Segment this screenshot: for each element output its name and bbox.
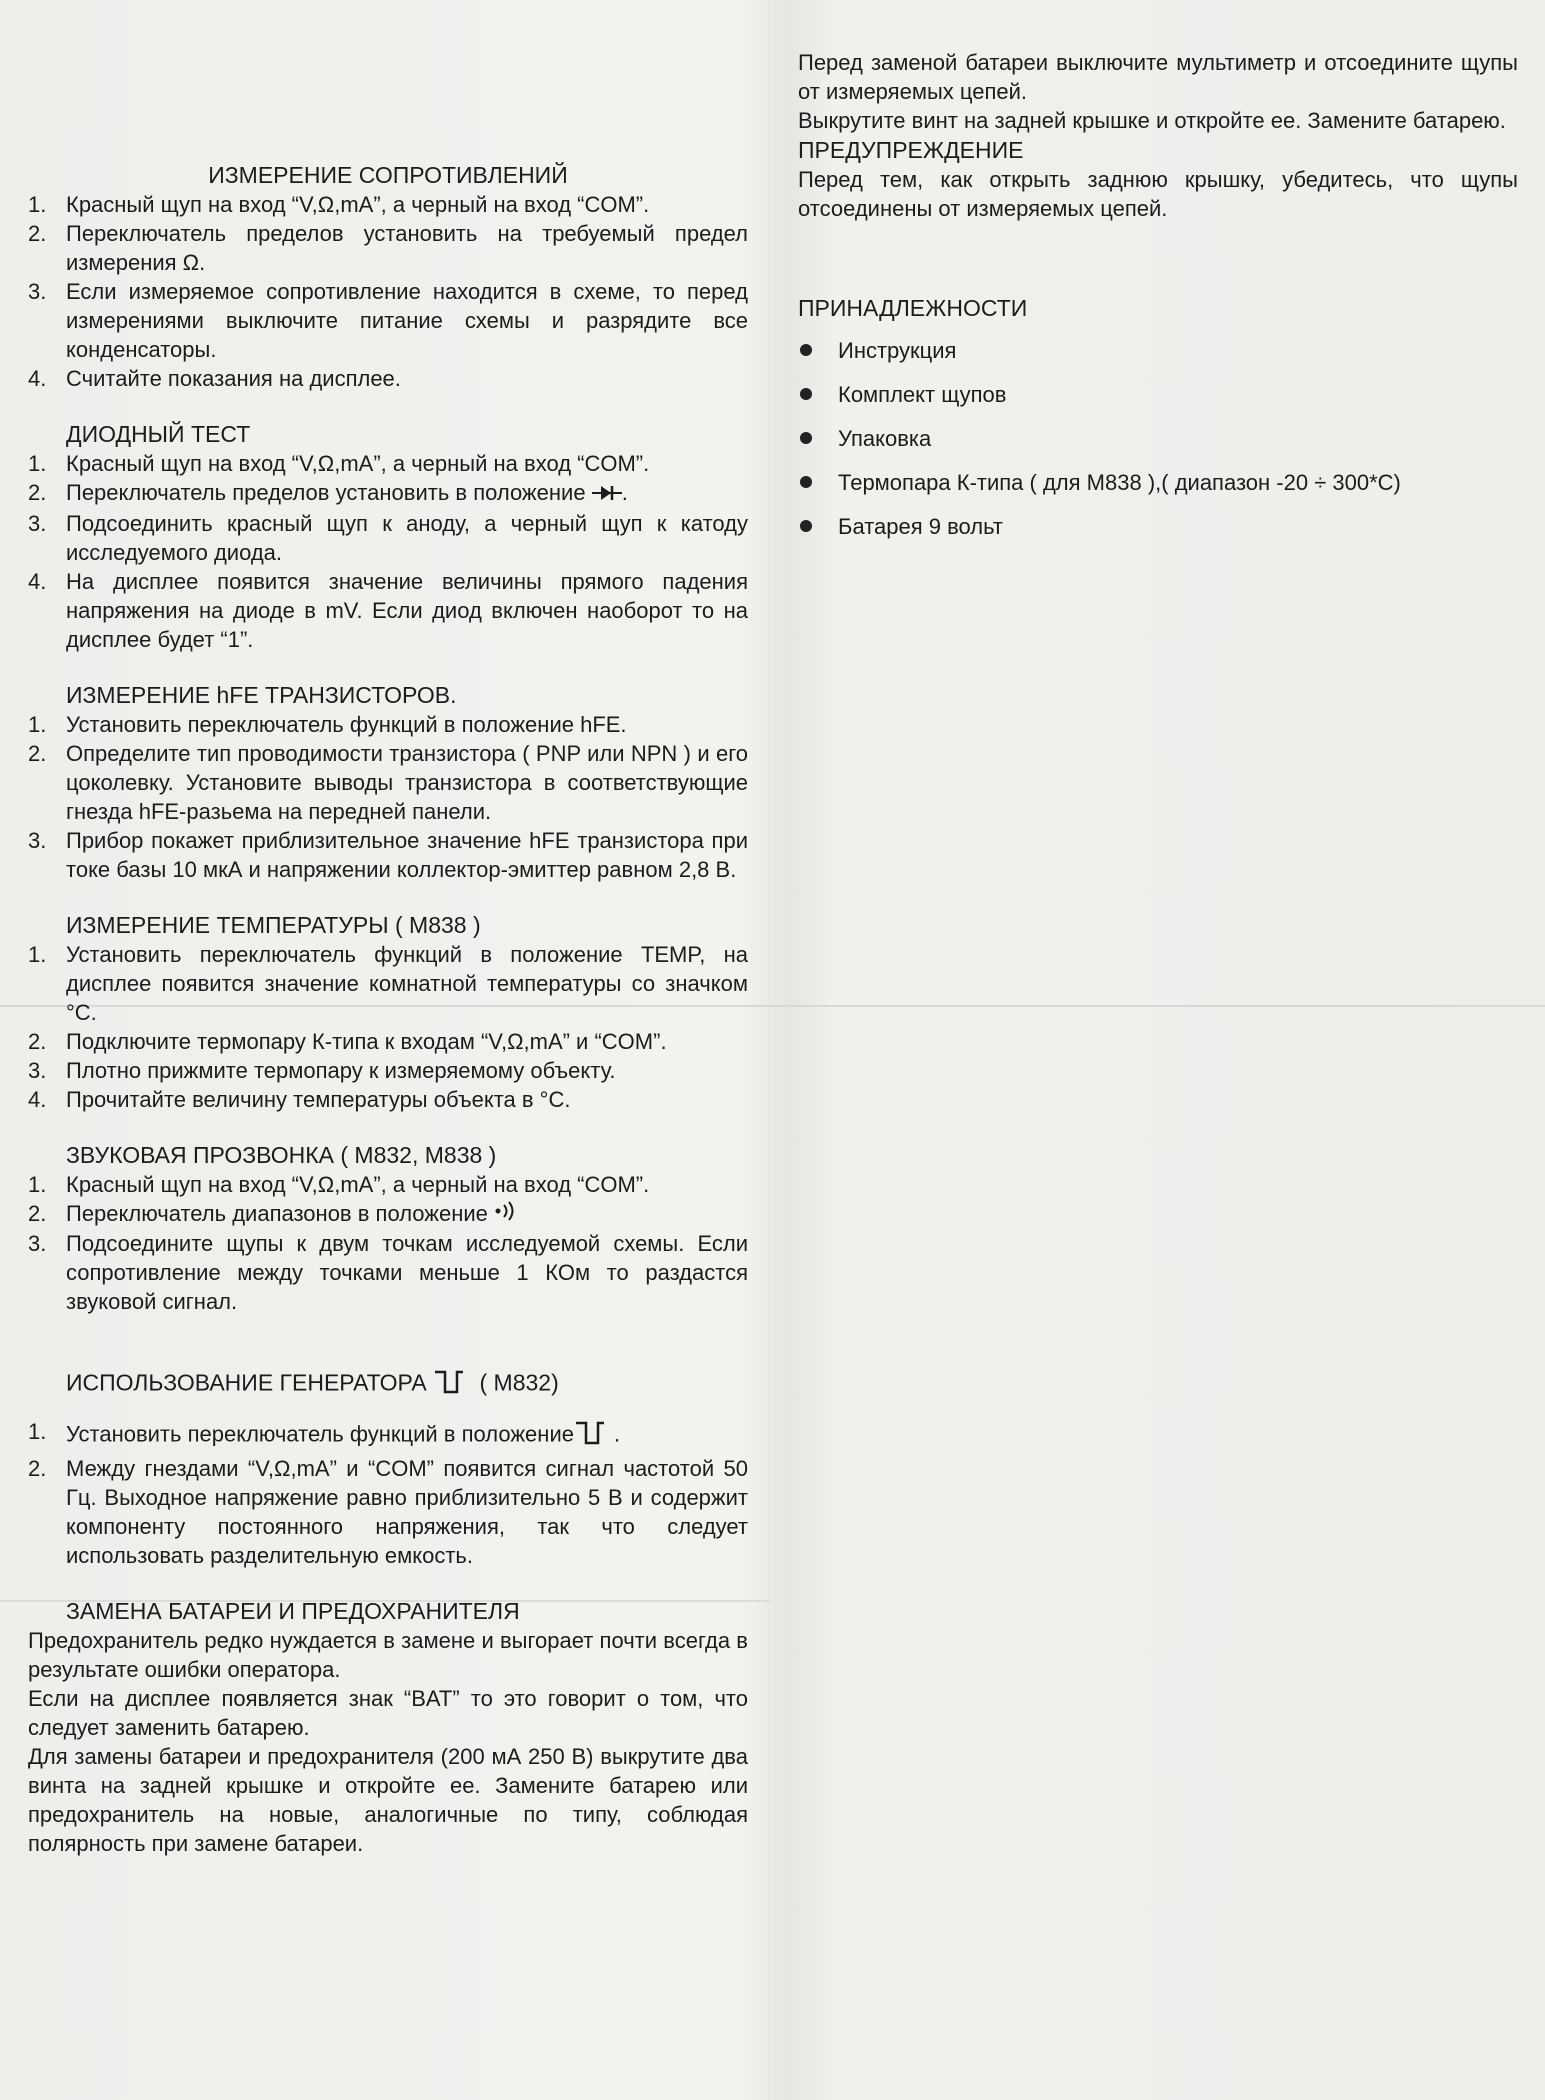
bullet-icon (800, 344, 812, 356)
list-item (28, 710, 748, 739)
item-text: Подсоединить красный щуп к аноду, а черный щуп к катоду исследуемого диода. (66, 510, 748, 565)
list-item (798, 329, 1518, 373)
item-number: 3. (28, 827, 47, 853)
section-title-hfe: ИЗМЕРЕНИЕ hFE ТРАНЗИСТОРОВ. (66, 681, 457, 708)
warning-text: Перед тем, как открыть заднюю крышку, убедитесь, что щупы отсоединены от измеряемых цепей. (798, 167, 1518, 221)
section-title-generator (28, 1366, 748, 1403)
list-item (798, 461, 1518, 505)
section-title-battery-fuse: ЗАМЕНА БАТАРЕИ И ПРЕДОХРАНИТЕЛЯ (66, 1598, 520, 1625)
sound-wave-icon (494, 1200, 520, 1229)
list-item (798, 505, 1518, 549)
right-column (798, 48, 1518, 549)
list-item (28, 1229, 748, 1316)
item-text-suffix: . (613, 1421, 621, 1447)
hfe-list (28, 710, 748, 884)
list-item (28, 277, 748, 364)
item-text: На дисплее появится значение величины прямого падения напряжения на диоде в mV. Если диод включен наоборот то на дисплее будет “1”. (66, 568, 748, 652)
item-text: Между гнездами “V,Ω,mA” и “COM” появится сигнал частотой 50 Гц. Выходное напряжение равно приблизительно 5 В и содержит компоненту постоянного напряжения, так что следует использовать разделительную емкость. (66, 1456, 748, 1569)
left-column (28, 160, 748, 1858)
item-number: 1. (28, 451, 47, 476)
resistance-list (28, 190, 748, 393)
square-wave-icon (574, 1417, 614, 1454)
paragraph: Предохранитель редко нуждается в замене и выгорает почти всегда в результате ошибки оператора. (28, 1628, 748, 1683)
item-number: 1. (28, 192, 47, 217)
item-number: 2. (28, 1028, 47, 1054)
list-item (798, 373, 1518, 417)
generator-title-text: ИСПОЛЬЗОВАНИЕ ГЕНЕРАТОРА (66, 1369, 427, 1396)
item-number: 3. (28, 1231, 47, 1257)
item-number: 2. (28, 1456, 47, 1482)
item-number: 1. (28, 941, 47, 967)
list-item (798, 417, 1518, 461)
diode-icon (592, 480, 622, 509)
section-title-temperature: ИЗМЕРЕНИЕ ТЕМПЕРАТУРЫ ( M838 ) (66, 911, 481, 938)
section-title-warning: ПРЕДУПРЕЖДЕНИЕ (798, 137, 1024, 163)
item-number: 1. (28, 1419, 47, 1445)
section-title-resistance: ИЗМЕРЕНИЕ СОПРОТИВЛЕНИЙ (208, 162, 568, 188)
generator-list (28, 1417, 748, 1570)
item-text: Красный щуп на вход “V,Ω,mA”, а черный на вход “COM”. (66, 1171, 650, 1197)
list-item (28, 1085, 748, 1114)
list-item (28, 190, 748, 219)
item-number: 4. (28, 568, 47, 594)
paragraph: Выкрутите винт на задней крышке и откройте ее. Замените батарею. (798, 108, 1506, 133)
bullet-icon (800, 476, 812, 488)
item-number: 2. (28, 221, 47, 246)
list-item (28, 1417, 748, 1454)
item-text: Подключите термопару К-типа к входам “V,Ω,mA” и “COM”. (66, 1028, 667, 1054)
generator-title-model: ( M832) (479, 1369, 559, 1396)
item-number: 2. (28, 1200, 47, 1226)
item-number: 4. (28, 1086, 47, 1112)
item-text: Плотно прижмите термопару к измеряемому объекту. (66, 1057, 616, 1083)
list-item (28, 940, 748, 1027)
list-item (28, 219, 748, 277)
item-number: 1. (28, 1171, 47, 1197)
item-text: Подсоедините щупы к двум точкам исследуемой схемы. Если сопротивление между точками меньше 1 КОм то раздастся звуковой сигнал. (66, 1231, 748, 1315)
item-text: Прибор покажет приблизительное значение hFE транзистора при токе базы 10 мкА и напряжении коллектор-эмиттер равном 2,8 В. (66, 827, 748, 882)
list-item (28, 1170, 748, 1199)
square-wave-icon (433, 1366, 473, 1403)
temperature-list (28, 940, 748, 1114)
continuity-list (28, 1170, 748, 1317)
item-text: Установить переключатель функций в положение TEMP, на дисплее появится значение комнатной температуры со значком °C. (66, 941, 748, 1025)
item-number: 1. (28, 711, 47, 737)
diode-list (28, 449, 748, 654)
bullet-icon (800, 432, 812, 444)
item-text: Установить переключатель функций в положение hFE. (66, 711, 627, 737)
paragraph: Если на дисплее появляется знак “BAT” то это говорит о том, что следует заменить батарею. (28, 1686, 748, 1741)
list-item (28, 509, 748, 567)
list-item (28, 1056, 748, 1085)
item-text: Определите тип проводимости транзистора ( PNP или NPN ) и его цоколевку. Установите выводы транзистора в соответствующие гнезда hFE-разьема на передней панели. (66, 740, 748, 824)
item-number: 2. (28, 740, 47, 766)
accessories-list (798, 329, 1518, 549)
list-item (28, 567, 748, 654)
item-text: Прочитайте величину температуры объекта в °C. (66, 1086, 571, 1112)
item-text: Считайте показания на дисплее. (66, 366, 401, 391)
section-title-diode: ДИОДНЫЙ ТЕСТ (66, 421, 251, 447)
list-item (28, 1199, 748, 1230)
item-text: Батарея 9 вольт (838, 514, 1003, 539)
section-title-continuity: ЗВУКОВАЯ ПРОЗВОНКА ( M832, M838 ) (66, 1141, 497, 1168)
item-text: Термопара К-типа ( для M838 ),( диапазон -20 ÷ 300*C) (838, 470, 1401, 495)
list-item (28, 364, 748, 393)
paragraph: Перед заменой батареи выключите мультиметр и отсоедините щупы от измеряемых цепей. (798, 50, 1518, 104)
item-number: 4. (28, 366, 47, 391)
list-item (28, 1027, 748, 1056)
item-text: Если измеряемое сопротивление находится в схеме, то перед измерениями выключите питание схемы и разрядите все конденсаторы. (66, 279, 748, 362)
item-text: Красный щуп на вход “V,Ω,mA”, а черный на вход “COM”. (66, 451, 650, 476)
list-item (28, 1454, 748, 1570)
section-title-accessories: ПРИНАДЛЕЖНОСТИ (798, 295, 1028, 321)
item-text: Красный щуп на вход “V,Ω,mA”, а черный на вход “COM”. (66, 192, 650, 217)
list-item (28, 826, 748, 884)
list-item (28, 449, 748, 478)
paragraph: Для замены батареи и предохранителя (200 мА 250 В) выкрутите два винта на задней крышке и откройте ее. Замените батарею или предохранитель на новые, аналогичные по типу, соблюдая полярность при замене батареи. (28, 1744, 748, 1857)
item-number: 3. (28, 510, 47, 536)
item-number: 3. (28, 279, 47, 304)
list-item (28, 478, 748, 509)
item-text: Переключатель пределов установить в положение (66, 480, 586, 505)
item-number: 3. (28, 1057, 47, 1083)
item-text: Установить переключатель функций в положение (66, 1421, 574, 1447)
list-item (28, 739, 748, 826)
item-number: 2. (28, 480, 47, 505)
item-text: Комплект щупов (838, 382, 1007, 407)
item-text: Переключатель диапазонов в положение (66, 1200, 488, 1226)
item-text: Инструкция (838, 338, 957, 363)
item-text-suffix: . (621, 480, 628, 505)
item-text: Переключатель пределов установить на требуемый предел измерения Ω. (66, 221, 748, 275)
bullet-icon (800, 520, 812, 532)
item-text: Упаковка (838, 426, 932, 451)
bullet-icon (800, 388, 812, 400)
